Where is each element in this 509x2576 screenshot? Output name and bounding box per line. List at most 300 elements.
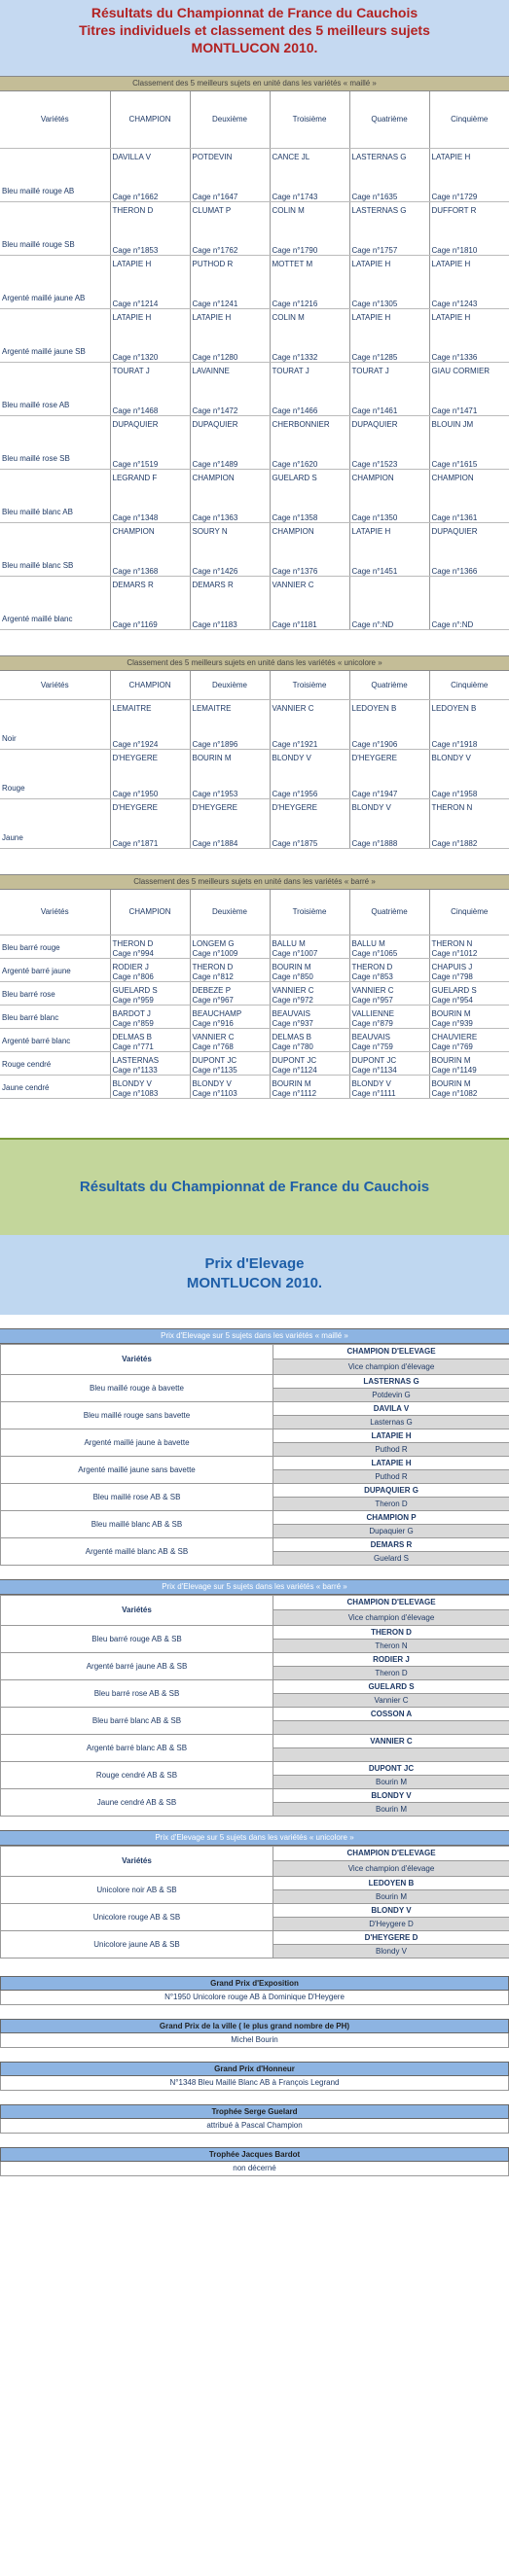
cage-number: Cage n°1426 [192, 566, 238, 576]
champion-name: DAVILA V [273, 1401, 509, 1415]
pe_uni-band: Prix d'Elevage sur 5 sujets dans les variétés « unicolore » [0, 1830, 509, 1846]
result-cell-content [273, 309, 347, 362]
result-cell-content [113, 363, 188, 415]
grand-prix-value: Michel Bourin [0, 2033, 509, 2048]
table-row [0, 1075, 509, 1098]
result-cell [349, 1028, 429, 1051]
variety-label: Unicolore noir AB & SB [1, 1876, 273, 1903]
table-row [0, 469, 509, 522]
breeder-name: BOURIN M [272, 962, 311, 971]
variety-label: Bleu maillé rouge sans bavette [1, 1401, 273, 1429]
result-cell [429, 469, 509, 522]
breeder-name: VANNIER C [272, 580, 314, 589]
result-cell-content [352, 982, 427, 1005]
result-cell-content [193, 309, 268, 362]
cage-number: Cage n°1882 [431, 839, 478, 848]
result-cell [429, 1075, 509, 1098]
breeder-name: DUPONT JC [351, 1055, 397, 1065]
variety-label: Rouge [0, 750, 110, 799]
result-cell [110, 469, 190, 522]
result-cell [190, 1005, 270, 1028]
result-cell-content [432, 309, 508, 362]
result-cell [110, 1051, 190, 1075]
result-cell-content [432, 935, 508, 958]
variety-label: Bleu maillé rouge SB [0, 201, 110, 255]
table-row [0, 415, 509, 469]
breeder-name: BOURIN M [272, 1078, 311, 1088]
header-line3: MONTLUCON 2010. [191, 40, 318, 55]
result-cell [190, 362, 270, 415]
result-cell [190, 522, 270, 576]
result-cell-content [432, 982, 508, 1005]
champion-name: CHAMPION P [273, 1510, 509, 1524]
cage-number: Cage n°1280 [192, 352, 238, 362]
variety-label: Bleu barré rouge AB & SB [1, 1625, 273, 1652]
cage-number: Cage n°768 [192, 1041, 234, 1051]
result-cell-content [193, 470, 268, 522]
result-cell [110, 148, 190, 201]
vice-champion-name: Puthod R [273, 1469, 509, 1483]
result-cell [190, 799, 270, 849]
breeder-name: CHERBONNIER [272, 419, 330, 429]
cage-number: Cage n°1471 [431, 406, 478, 415]
result-cell-content [113, 799, 188, 848]
result-cell [110, 362, 190, 415]
breeder-name: BEAUVAIS [351, 1032, 390, 1041]
breeder-name: LEMAITRE [112, 704, 152, 713]
column-champion: CHAMPION D'ELEVAGE [273, 1846, 509, 1861]
breeder-name: TOURAT J [272, 366, 309, 375]
grand-prix-title: Trophée Serge Guelard [0, 2104, 509, 2119]
variety-label: Jaune cendré [0, 1075, 110, 1098]
grand-prix-value: N°1950 Unicolore rouge AB à Dominique D'Heygere [0, 1991, 509, 2005]
result-cell-content [193, 700, 268, 749]
cage-number: Cage n°1519 [112, 459, 159, 469]
result-cell-content [352, 935, 427, 958]
maille-table [0, 91, 509, 630]
breeder-name: SOURY N [192, 526, 228, 536]
cage-number: Cage n°1743 [272, 192, 318, 201]
cage-number: Cage n°1065 [351, 948, 398, 958]
result-cell-content [273, 799, 347, 848]
variety-label: Bleu maillé rose AB & SB [1, 1483, 273, 1510]
column-header: CHAMPION [110, 671, 190, 700]
pe-section-barre [0, 1579, 509, 1817]
result-cell [110, 308, 190, 362]
table-row [0, 201, 509, 255]
result-cell [270, 362, 349, 415]
cage-number: Cage n°:ND [351, 619, 394, 629]
breeder-name: DUPAQUIER [351, 419, 398, 429]
column-header: Cinquième [429, 91, 509, 148]
variety-label: Argenté maillé jaune SB [0, 308, 110, 362]
section-unicolore [0, 655, 509, 875]
table-row [0, 935, 509, 958]
table-row [1, 1761, 509, 1775]
table-row [1, 1679, 509, 1693]
vice-champion-name: Dupaquier G [273, 1524, 509, 1537]
breeder-name: DUPAQUIER [192, 419, 238, 429]
result-cell [349, 576, 429, 629]
result-cell-content [193, 935, 268, 958]
breeder-name: DEMARS R [192, 580, 234, 589]
breeder-name: LEDOYEN B [351, 704, 397, 713]
cage-number: Cage n°1461 [351, 406, 398, 415]
breeder-name: THERON D [192, 962, 234, 971]
champion-name: DEMARS R [273, 1537, 509, 1551]
result-cell [429, 201, 509, 255]
breeder-name: LASTERNAS G [351, 205, 407, 215]
result-cell-content [432, 750, 508, 798]
cage-number: Cage n°1729 [431, 192, 478, 201]
vice-champion-name: Guelard S [273, 1551, 509, 1565]
result-cell [349, 750, 429, 799]
cage-number: Cage n°850 [272, 971, 313, 981]
vice-champion-name: Theron N [273, 1639, 509, 1652]
breeder-name: CHAMPION [431, 473, 474, 482]
breeder-name: D'HEYGERE [112, 803, 158, 812]
prix-title [0, 1235, 509, 1315]
result-cell [110, 958, 190, 981]
cage-number: Cage n°1214 [112, 299, 159, 308]
vice-champion-name [273, 1720, 509, 1734]
cage-number: Cage n°1896 [192, 740, 238, 749]
column-header: Troisième [270, 91, 349, 148]
grand-prix-title: Grand Prix d'Honneur [0, 2062, 509, 2076]
champion-name: VANNIER C [273, 1734, 509, 1747]
result-cell-content [352, 523, 427, 576]
cage-number: Cage n°759 [351, 1041, 393, 1051]
result-cell [349, 415, 429, 469]
variety-label: Unicolore jaune AB & SB [1, 1930, 273, 1958]
result-cell [270, 981, 349, 1005]
vice-champion-name: Theron D [273, 1497, 509, 1510]
variety-label: Bleu barré blanc AB & SB [1, 1707, 273, 1734]
unicolore-header-row [0, 671, 509, 700]
result-cell-content [432, 799, 508, 848]
result-cell-content [273, 1006, 347, 1028]
breeder-name: BOURIN M [431, 1008, 471, 1018]
barre-table [0, 890, 509, 1099]
grand-prix-item [0, 1976, 509, 2005]
breeder-name: BLOUIN JM [431, 419, 474, 429]
table-row [1, 1429, 509, 1442]
result-cell-content [113, 577, 188, 629]
result-cell-content [273, 959, 347, 981]
vice-champion-name: Bourin M [273, 1889, 509, 1903]
result-cell [349, 469, 429, 522]
result-cell-content [193, 1052, 268, 1075]
breeder-name: CHAMPION [272, 526, 314, 536]
breeder-name: D'HEYGERE [112, 754, 158, 762]
vice-champion-name: Potdevin G [273, 1388, 509, 1401]
result-cell [270, 1028, 349, 1051]
column-varietes: Variétés [1, 1846, 273, 1876]
cage-number: Cage n°1757 [351, 245, 398, 255]
variety-label: Argenté barré blanc [0, 1028, 110, 1051]
table-row [1, 1930, 509, 1944]
breeder-name: GUELARD S [112, 985, 158, 995]
cage-number: Cage n°959 [112, 995, 154, 1005]
breeder-name: MOTTET M [272, 259, 313, 268]
result-cell-content [352, 750, 427, 798]
barre-header-row [0, 890, 509, 935]
result-cell [429, 255, 509, 308]
grand-prix-list [0, 1976, 509, 2176]
breeder-name: D'HEYGERE [192, 803, 237, 812]
variety-label: Argenté maillé jaune sans bavette [1, 1456, 273, 1483]
result-cell [429, 308, 509, 362]
result-cell [270, 201, 349, 255]
grand-prix-title: Trophée Jacques Bardot [0, 2147, 509, 2162]
column-header: Quatrième [349, 91, 429, 148]
cage-number: Cage n°1953 [192, 790, 238, 798]
table-row [0, 576, 509, 629]
breeder-name: BALLU M [351, 938, 385, 948]
result-cell-content [352, 700, 427, 749]
result-cell-content [193, 523, 268, 576]
column-header: Quatrième [349, 890, 429, 935]
cage-number: Cage n°1149 [431, 1065, 477, 1075]
vice-champion-name: Puthod R [273, 1442, 509, 1456]
result-cell-content [352, 1076, 427, 1098]
cage-number: Cage n°1950 [112, 790, 159, 798]
breeder-name: PUTHOD R [192, 259, 234, 268]
grand-prix-value: N°1348 Bleu Maillé Blanc AB à François Legrand [0, 2076, 509, 2091]
result-cell [270, 415, 349, 469]
result-cell [429, 958, 509, 981]
cage-number: Cage n°1241 [192, 299, 238, 308]
cage-number: Cage n°1133 [112, 1065, 158, 1075]
result-cell-content [432, 700, 508, 749]
result-cell-content [113, 256, 188, 308]
result-cell [110, 1075, 190, 1098]
table-row [0, 700, 509, 750]
column-header: Variétés [0, 671, 110, 700]
result-cell-content [193, 256, 268, 308]
cage-number: Cage n°771 [112, 1041, 154, 1051]
result-cell [270, 799, 349, 849]
cage-number: Cage n°806 [112, 971, 154, 981]
table-row [0, 981, 509, 1005]
breeder-name: CHAUVIERE [431, 1032, 478, 1041]
cage-number: Cage n°1320 [112, 352, 159, 362]
variety-label: Argenté maillé blanc [0, 576, 110, 629]
cage-number: Cage n°1921 [272, 740, 318, 749]
result-cell-content [352, 799, 427, 848]
table-row [1, 1652, 509, 1666]
breeder-name: D'HEYGERE [272, 803, 317, 812]
breeder-name: BLONDY V [112, 1078, 152, 1088]
cage-number: Cage n°1181 [272, 619, 317, 629]
result-cell [190, 415, 270, 469]
result-cell [110, 1005, 190, 1028]
cage-number: Cage n°1884 [192, 839, 238, 848]
cage-number: Cage n°1363 [192, 512, 238, 522]
table-row [1, 1374, 509, 1388]
cage-number: Cage n°1918 [431, 740, 478, 749]
result-cell-content [273, 523, 347, 576]
cage-number: Cage n°853 [351, 971, 393, 981]
breeder-name: COLIN M [272, 312, 305, 322]
cage-number: Cage n°1615 [431, 459, 478, 469]
result-cell [429, 750, 509, 799]
champion-name: LEDOYEN B [273, 1876, 509, 1889]
result-cell-content [432, 959, 508, 981]
breeder-name: CHAMPION [112, 526, 155, 536]
table-row [0, 362, 509, 415]
result-cell-content [193, 363, 268, 415]
cage-number: Cage n°1103 [192, 1088, 237, 1098]
result-cell [349, 1075, 429, 1098]
breeder-name: THERON D [112, 938, 154, 948]
result-cell [190, 750, 270, 799]
breeder-name: LEDOYEN B [431, 704, 477, 713]
result-cell-content [193, 149, 268, 201]
result-cell [190, 1028, 270, 1051]
result-cell-content [273, 935, 347, 958]
result-cell [270, 576, 349, 629]
result-cell [349, 799, 429, 849]
variety-label: Bleu maillé rouge à bavette [1, 1374, 273, 1401]
column-header: Deuxième [190, 890, 270, 935]
grand-prix-value: non décerné [0, 2162, 509, 2176]
variety-label: Bleu maillé blanc AB [0, 469, 110, 522]
header-line1: Résultats du Championnat de France du Cauchois [91, 5, 418, 20]
champion-name: BLONDY V [273, 1903, 509, 1917]
breeder-name: LONGEM G [192, 938, 235, 948]
result-cell [429, 1051, 509, 1075]
table-row [1, 1707, 509, 1720]
result-cell [110, 201, 190, 255]
unicolore-spacer [0, 849, 509, 874]
result-cell-content [352, 416, 427, 469]
result-cell-content [352, 202, 427, 255]
breeder-name: TOURAT J [112, 366, 150, 375]
cage-number: Cage n°1305 [351, 299, 398, 308]
column-header: Cinquième [429, 671, 509, 700]
result-cell [429, 981, 509, 1005]
result-cell-content [273, 700, 347, 749]
column-header: Variétés [0, 91, 110, 148]
breeder-name: BLONDY V [192, 1078, 232, 1088]
result-cell-content [352, 256, 427, 308]
cage-number: Cage n°1647 [192, 192, 238, 201]
breeder-name: LATAPIE H [192, 312, 232, 322]
result-cell-content [352, 1029, 427, 1051]
cage-number: Cage n°1376 [272, 566, 318, 576]
unicolore-table [0, 671, 509, 850]
result-cell-content [432, 523, 508, 576]
column-champion: CHAMPION D'ELEVAGE [273, 1344, 509, 1359]
champion-name: D'HEYGERE D [273, 1930, 509, 1944]
cage-number: Cage n°1361 [431, 512, 478, 522]
breeder-name: BLONDY V [272, 754, 311, 762]
result-cell-content [113, 982, 188, 1005]
champion-name: BLONDY V [273, 1788, 509, 1802]
grand-prix-title: Grand Prix d'Exposition [0, 1976, 509, 1991]
column-header: Quatrième [349, 671, 429, 700]
grand-prix-value: attribué à Pascal Champion [0, 2119, 509, 2134]
result-cell-content [432, 1052, 508, 1075]
result-cell-content [113, 1052, 188, 1075]
result-cell-content [432, 416, 508, 469]
result-cell-content [432, 1029, 508, 1051]
vice-champion-name [273, 1747, 509, 1761]
result-cell [270, 469, 349, 522]
table-row [1, 1510, 509, 1524]
cage-number: Cage n°812 [192, 971, 234, 981]
cage-number: Cage n°1111 [351, 1088, 396, 1098]
pe-section-maille [0, 1328, 509, 1566]
breeder-name: GIAU CORMIER [431, 366, 491, 375]
table-row [1, 1625, 509, 1639]
cage-number: Cage n°1810 [431, 245, 478, 255]
result-cell-content [273, 363, 347, 415]
cage-number: Cage n°1243 [431, 299, 478, 308]
result-cell [190, 1051, 270, 1075]
results-header [0, 0, 509, 76]
cage-number: Cage n°1082 [431, 1088, 478, 1098]
cage-number: Cage n°939 [431, 1018, 473, 1028]
vice-champion-name: Vannier C [273, 1693, 509, 1707]
variety-label: Bleu barré rose [0, 981, 110, 1005]
section-maille [0, 76, 509, 655]
variety-label: Argenté maillé jaune AB [0, 255, 110, 308]
pe_maille-band: Prix d'Elevage sur 5 sujets dans les variétés « maillé » [0, 1328, 509, 1344]
cage-number: Cage n°1083 [112, 1088, 159, 1098]
column-vice: Vice champion d'élevage [273, 1359, 509, 1375]
result-cell-content [273, 149, 347, 201]
cage-number: Cage n°1762 [192, 245, 238, 255]
result-cell [190, 1075, 270, 1098]
barre-band: Classement des 5 meilleurs sujets en unité dans les variétés « barré » [0, 874, 509, 890]
result-cell-content [352, 363, 427, 415]
result-cell-content [432, 1076, 508, 1098]
table-row [1, 1401, 509, 1415]
result-cell-content [432, 202, 508, 255]
table-row [0, 799, 509, 849]
champion-name: LATAPIE H [273, 1429, 509, 1442]
cage-number: Cage n°967 [192, 995, 234, 1005]
result-cell-content [273, 256, 347, 308]
table-row [1, 1734, 509, 1747]
result-cell-content [193, 1076, 268, 1098]
result-cell [110, 700, 190, 750]
result-cell-content [113, 523, 188, 576]
cage-number: Cage n°1012 [431, 948, 478, 958]
breeder-name: DELMAS B [112, 1032, 152, 1041]
cage-number: Cage n°1662 [112, 192, 159, 201]
champion-name: LASTERNAS G [273, 1374, 509, 1388]
cage-number: Cage n°1790 [272, 245, 318, 255]
result-cell [110, 576, 190, 629]
result-cell [349, 201, 429, 255]
breeder-name: LATAPIE H [351, 526, 391, 536]
cage-number: Cage n°1009 [192, 948, 238, 958]
maille-header-row [0, 91, 509, 148]
result-cell [190, 255, 270, 308]
vice-champion-name: Bourin M [273, 1802, 509, 1816]
column-header: Variétés [0, 890, 110, 935]
result-cell [349, 935, 429, 958]
result-cell [429, 148, 509, 201]
result-cell [349, 522, 429, 576]
result-cell-content [113, 700, 188, 749]
column-champion: CHAMPION D'ELEVAGE [273, 1595, 509, 1610]
result-cell-content [273, 416, 347, 469]
result-cell-content [273, 750, 347, 798]
